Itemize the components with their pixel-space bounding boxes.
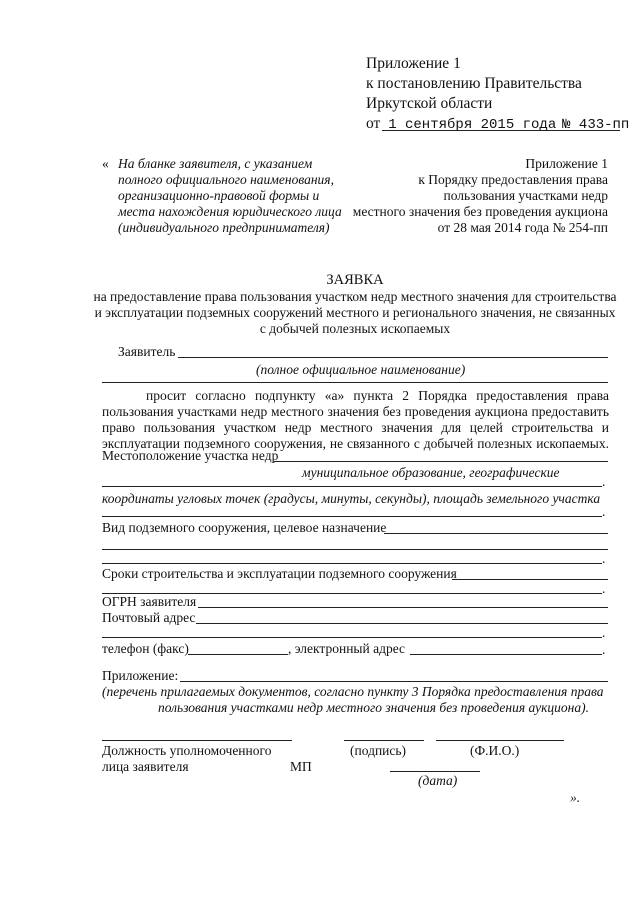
body-line: эксплуатации подземного сооружения, не связанного с добычей полезных ископаемых. <box>102 436 609 451</box>
header-line-1: Приложение 1 <box>366 55 461 72</box>
body-line: право пользования участком недр местного значения для целей строительства и <box>102 420 609 435</box>
left-note-line: На бланке заявителя, с указанием <box>118 156 313 171</box>
location-field-line-2[interactable] <box>102 486 602 487</box>
name-field[interactable] <box>436 740 564 741</box>
left-note-line: полного официального наименования, <box>118 172 334 187</box>
structure-label: Вид подземного сооружения, целевое назначение <box>102 520 387 535</box>
date-field[interactable] <box>390 771 480 772</box>
title-line: и эксплуатации подземных сооружений местного и регионального значения, не связанных <box>94 305 616 320</box>
attachment-hint-2: пользования участками недр местного значения без проведения аукциона). <box>158 700 589 715</box>
structure-field-line-2[interactable] <box>102 549 608 550</box>
left-note-line: организационно-правовой формы и <box>118 188 320 203</box>
email-field[interactable] <box>410 654 602 655</box>
left-note <box>102 156 342 236</box>
position-line-1: Должность уполномоченного <box>102 743 272 758</box>
right-note <box>353 156 608 236</box>
attachment-hint-1: (перечень прилагаемых документов, согласно пункту 3 Порядка предоставления права <box>102 684 604 699</box>
right-note-line: Приложение 1 <box>525 156 608 171</box>
title-block <box>90 272 620 337</box>
position-field[interactable] <box>102 740 292 741</box>
left-quote: « <box>102 156 109 171</box>
sign-label: (подпись) <box>350 743 407 758</box>
stamp-label: МП <box>290 759 312 774</box>
header-underline <box>382 130 620 131</box>
name-label: (Ф.И.О.) <box>470 743 520 758</box>
location-label: Местоположение участка недр <box>102 448 279 463</box>
right-note-line: местного значения без проведения аукциона <box>352 204 608 219</box>
email-label: , электронный адрес <box>288 641 406 656</box>
structure-field[interactable] <box>384 533 608 534</box>
body-line: просит согласно подпункту «а» пункта 2 Порядка предоставления права <box>146 388 609 403</box>
right-note-line: к Порядку предоставления права <box>418 172 608 187</box>
left-note-line: места нахождения юридического лица <box>118 204 342 219</box>
header-line-2: к постановлению Правительства <box>366 75 582 92</box>
header-date-line <box>366 114 629 135</box>
header-from: от <box>366 115 381 132</box>
location-period-2: . <box>602 504 606 519</box>
ogrn-label: ОГРН заявителя <box>102 594 197 609</box>
header-number: № 433-пп <box>562 117 630 133</box>
position-line-2: лица заявителя <box>102 759 189 774</box>
terms-label: Сроки строительства и эксплуатации подземного сооружения <box>102 566 457 581</box>
closing-mark: ». <box>570 790 581 805</box>
header-date: 1 сентября 2015 года <box>388 117 557 133</box>
location-hint-2: координаты угловых точек (градусы, минуты, секунды), площадь земельного участка <box>102 491 601 506</box>
title-line: на предоставление права пользования участком недр местного значения для строительства <box>93 289 617 304</box>
ogrn-field[interactable] <box>198 607 608 608</box>
body-line: пользования участками недр местного значения без проведения аукциона предоставить <box>102 404 609 419</box>
terms-field[interactable] <box>452 579 608 580</box>
applicant-hint: (полное официальное наименование) <box>256 362 466 377</box>
right-note-line: от 28 мая 2014 года № 254-пп <box>437 220 608 235</box>
attachment-label: Приложение: <box>102 668 179 683</box>
postal-label: Почтовый адрес <box>102 610 196 625</box>
left-note-line: (индивидуального предпринимателя) <box>118 220 330 235</box>
body-paragraph <box>102 388 609 452</box>
structure-period: . <box>602 551 606 566</box>
header-block <box>366 54 629 135</box>
phone-field[interactable] <box>188 654 288 655</box>
email-period: . <box>602 642 606 657</box>
applicant-label: Заявитель <box>118 344 176 359</box>
terms-period: . <box>602 581 606 596</box>
phone-label: телефон (факс) <box>102 641 189 656</box>
signature-field[interactable] <box>344 740 424 741</box>
right-note-line: пользования участками недр <box>443 188 608 203</box>
header-line-3: Иркутской области <box>366 95 493 112</box>
date-label: (дата) <box>418 773 458 788</box>
applicant-field[interactable] <box>178 357 608 358</box>
location-field[interactable] <box>274 461 608 462</box>
title-line: с добычей полезных ископаемых <box>259 321 451 336</box>
title-heading: ЗАЯВКА <box>326 272 384 288</box>
attachment-field[interactable] <box>180 681 608 682</box>
structure-field-line-3[interactable] <box>102 563 602 564</box>
location-period: . <box>602 474 606 489</box>
postal-field-line-2[interactable] <box>102 637 602 638</box>
location-hint-1: муниципальное образование, географические <box>302 465 560 480</box>
applicant-field-line-2[interactable] <box>102 382 608 383</box>
postal-period: . <box>602 625 606 640</box>
location-field-line-3[interactable] <box>102 516 602 517</box>
postal-field[interactable] <box>196 623 608 624</box>
